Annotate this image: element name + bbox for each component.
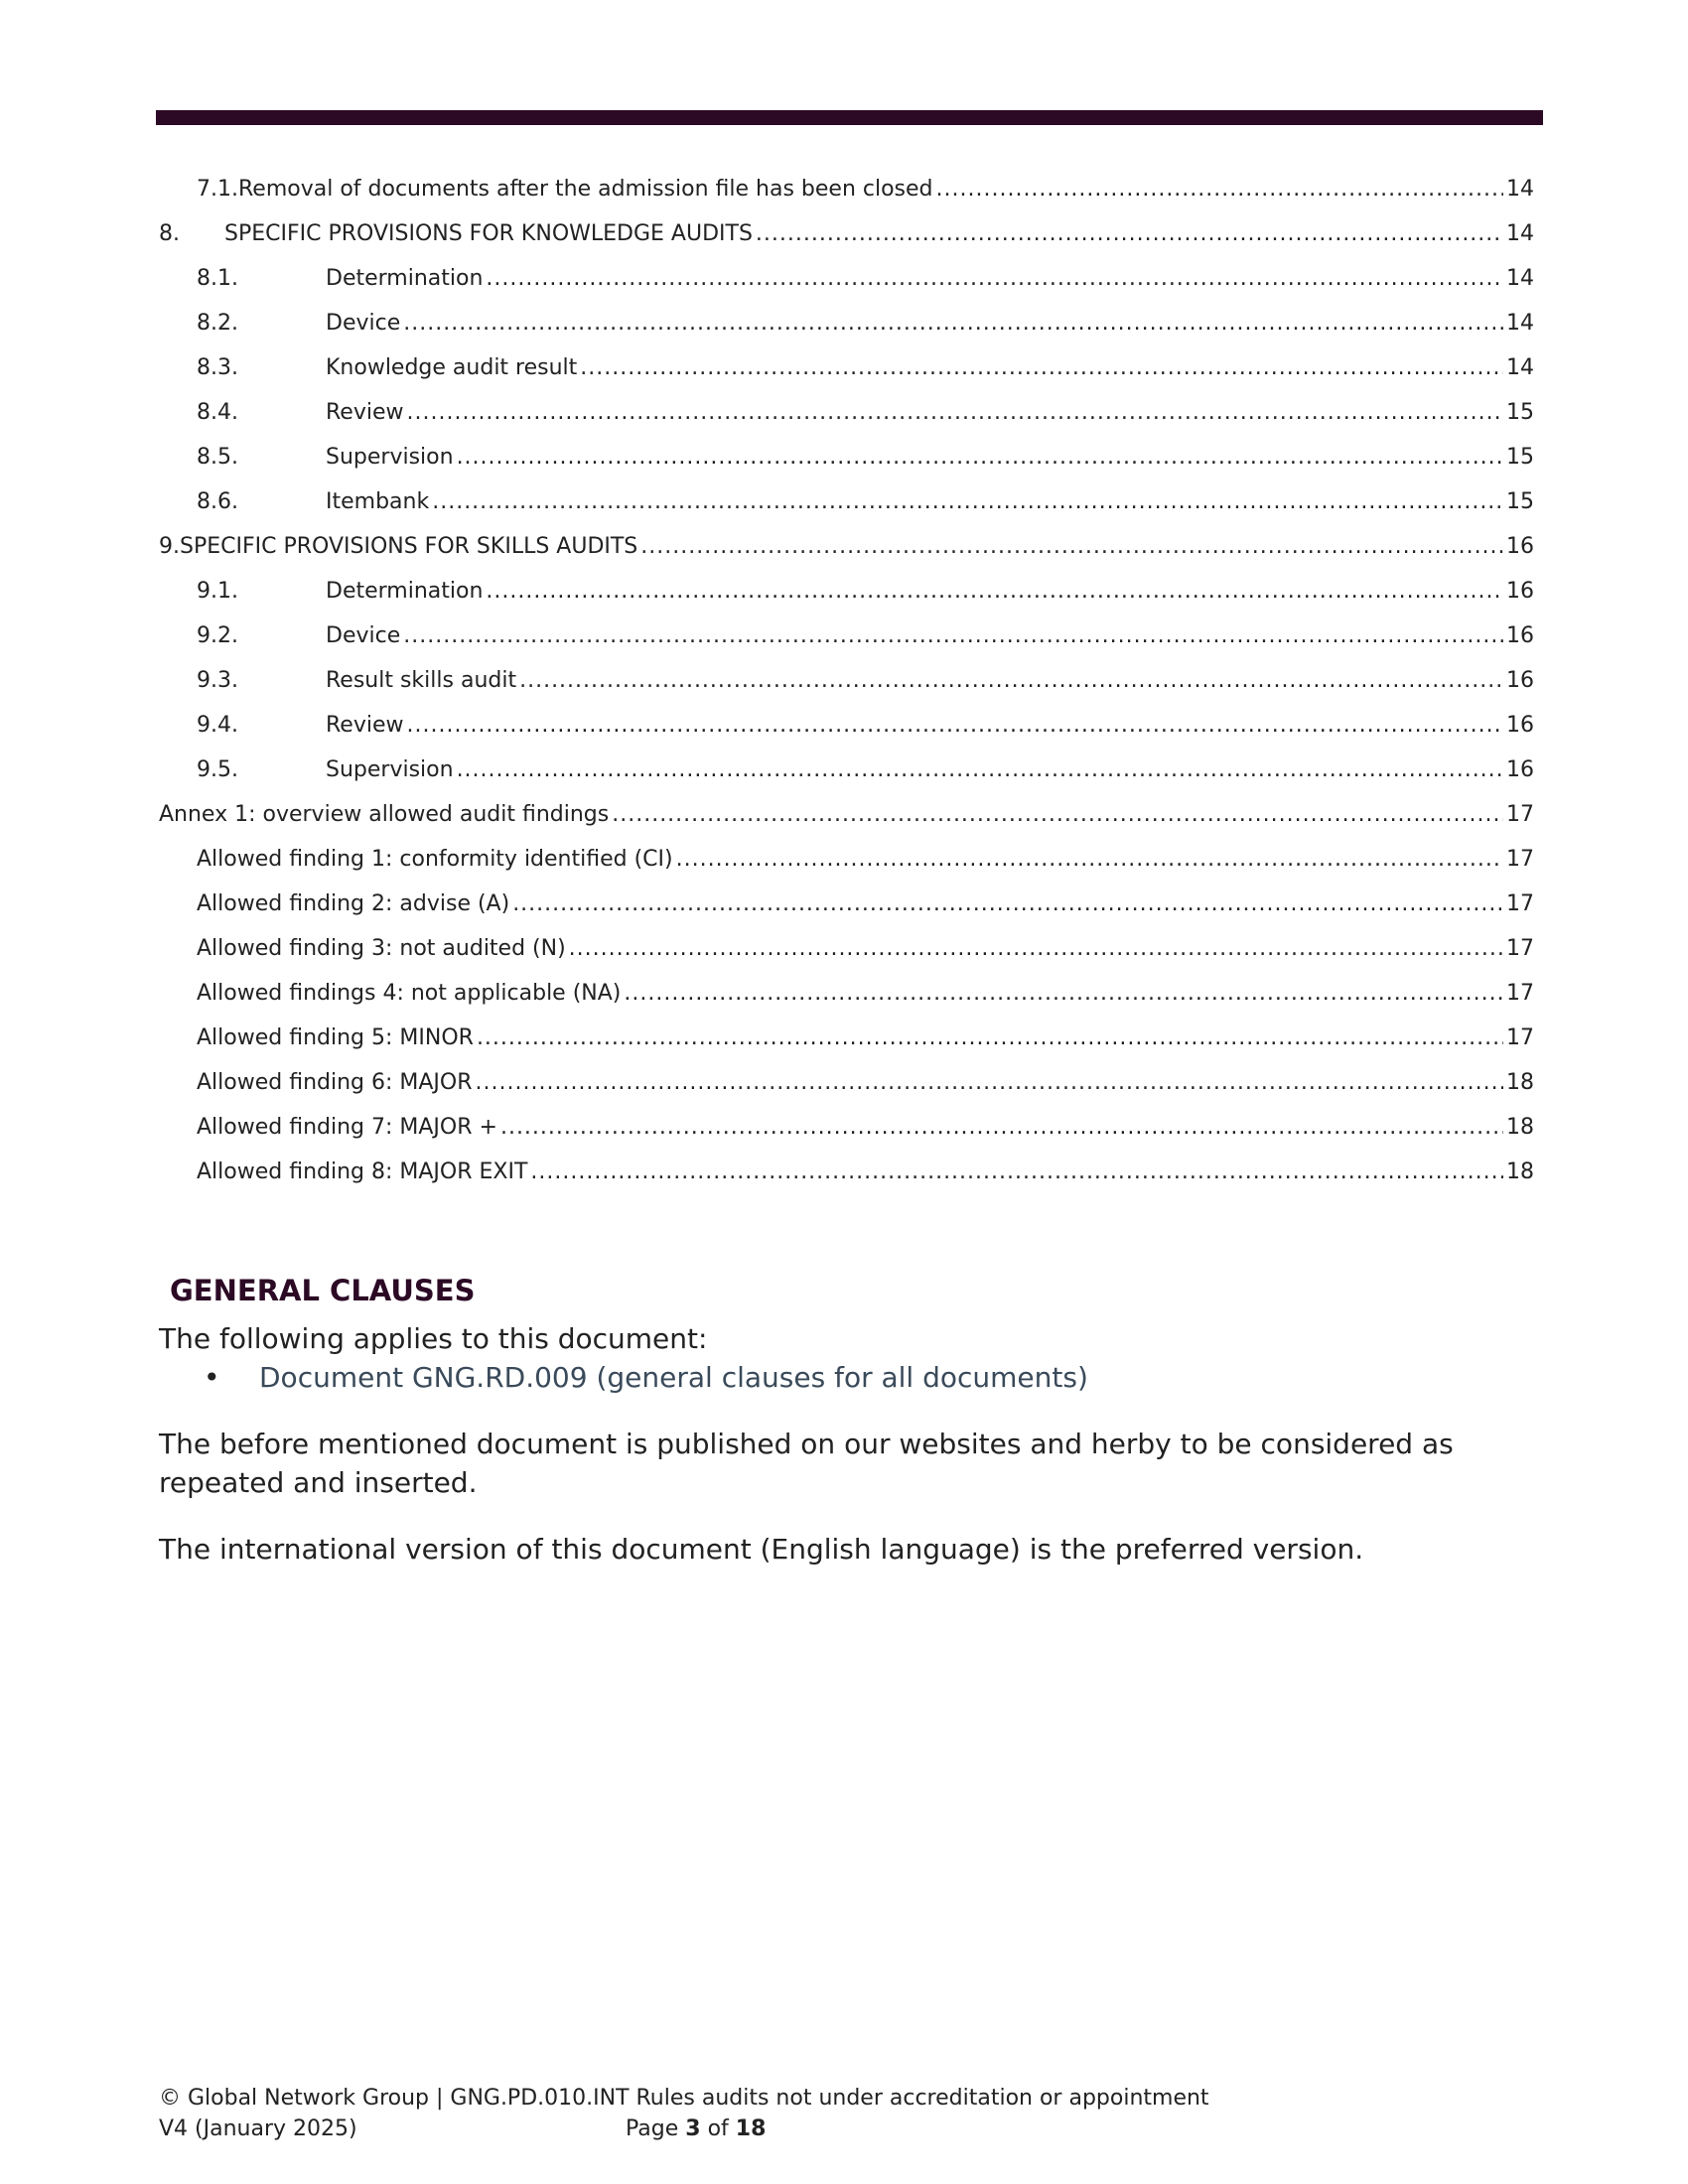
toc-title: Allowed finding 1: conformity identified (CI) [197, 847, 673, 872]
toc-title: Device [326, 623, 401, 648]
toc-entry[interactable] [159, 266, 1534, 311]
page-current: 3 [685, 2116, 701, 2141]
toc-page-number: 17 [1506, 1025, 1534, 1050]
toc-entry[interactable] [159, 981, 1534, 1025]
toc-title: SPECIFIC PROVISIONS FOR SKILLS AUDITS [180, 534, 638, 559]
toc-page-number: 16 [1506, 713, 1534, 738]
toc-leader [403, 623, 1503, 648]
footer-meta [159, 2114, 1539, 2144]
toc-page-number: 14 [1506, 221, 1534, 246]
toc-entry[interactable] [159, 489, 1534, 534]
page-of: of [707, 2116, 729, 2141]
toc-number: 9.2. [197, 623, 238, 648]
toc-number: 8. [159, 221, 180, 246]
toc-leader [936, 177, 1503, 202]
toc-number: 8.5. [197, 445, 238, 470]
toc-entry[interactable] [159, 891, 1534, 936]
paragraph-preferred-version: The international version of this document (English language) is the preferred version. [159, 1533, 1364, 1566]
toc-leader [580, 355, 1503, 380]
toc-entry[interactable] [159, 1115, 1534, 1160]
toc-leader [477, 1025, 1503, 1050]
toc-number: 9.5. [197, 757, 238, 782]
toc-entry[interactable] [159, 400, 1534, 445]
footer-version: V4 (January 2025) [159, 2116, 357, 2141]
toc-leader [640, 534, 1503, 559]
toc-page-number: 18 [1506, 1070, 1534, 1095]
toc-leader [624, 981, 1503, 1006]
toc-title: Removal of documents after the admission file has been closed [237, 177, 933, 202]
intro-text: The following applies to this document: [159, 1322, 708, 1355]
toc-title: Review [326, 713, 404, 738]
toc-number: 9.1. [197, 579, 238, 604]
page-total: 18 [735, 2116, 767, 2141]
paragraph-published: The before mentioned document is published on our websites and herby to be considered as repeated and inserted. [159, 1428, 1454, 1499]
toc-number: 9.4. [197, 713, 238, 738]
toc-entry[interactable] [159, 355, 1534, 400]
toc-leader [476, 1070, 1503, 1095]
toc-page-number: 17 [1506, 847, 1534, 872]
toc-leader [530, 1160, 1503, 1184]
toc-page-number: 14 [1506, 311, 1534, 336]
toc-entry[interactable] [159, 221, 1534, 266]
toc-entry[interactable] [159, 847, 1534, 891]
toc-entry[interactable] [159, 534, 1534, 579]
toc-leader [519, 668, 1503, 693]
toc-title: Knowledge audit result [326, 355, 578, 380]
toc-title: Allowed finding 3: not audited (N) [197, 936, 566, 961]
toc-number: 8.1. [197, 266, 238, 291]
toc-title: Result skills audit [326, 668, 517, 693]
toc-page-number: 17 [1506, 981, 1534, 1006]
toc-leader [612, 802, 1503, 827]
toc-leader [512, 891, 1503, 916]
toc-page-number: 17 [1506, 936, 1534, 961]
footer-copyright: © Global Network Group | GNG.PD.010.INT Rules audits not under accreditation or appointment [159, 2086, 1209, 2111]
bullet-text: Document GNG.RD.009 (general clauses for all documents) [259, 1361, 1088, 1394]
toc-entry[interactable] [159, 802, 1534, 847]
page-number [626, 2114, 766, 2144]
toc-page-number: 14 [1506, 266, 1534, 291]
toc-leader [407, 713, 1504, 738]
toc-page-number: 16 [1506, 579, 1534, 604]
toc-leader [500, 1115, 1503, 1140]
toc-title: Itembank [326, 489, 430, 514]
toc-number: 8.3. [197, 355, 238, 380]
toc-leader [676, 847, 1503, 872]
toc-leader [407, 400, 1504, 425]
toc-title: Determination [326, 266, 484, 291]
toc-entry[interactable] [159, 757, 1534, 802]
toc-entry[interactable] [159, 668, 1534, 713]
toc-title: SPECIFIC PROVISIONS FOR KNOWLEDGE AUDITS [224, 221, 753, 246]
table-of-contents [159, 177, 1534, 1204]
toc-page-number: 15 [1506, 445, 1534, 470]
toc-leader [457, 445, 1503, 470]
toc-entry[interactable] [159, 579, 1534, 623]
toc-entry[interactable] [159, 311, 1534, 355]
page-label: Page [626, 2116, 679, 2141]
toc-page-number: 17 [1506, 802, 1534, 827]
toc-entry[interactable] [159, 1070, 1534, 1115]
toc-number: 8.2. [197, 311, 238, 336]
toc-entry[interactable] [159, 445, 1534, 489]
toc-page-number: 14 [1506, 177, 1534, 202]
bullet-list [204, 1358, 1088, 1397]
toc-leader [486, 579, 1503, 604]
toc-title: Supervision [326, 757, 454, 782]
toc-page-number: 14 [1506, 355, 1534, 380]
toc-entry[interactable] [159, 1025, 1534, 1070]
toc-page-number: 18 [1506, 1160, 1534, 1184]
toc-number: 8.4. [197, 400, 238, 425]
toc-title: Determination [326, 579, 484, 604]
bullet-icon: • [204, 1361, 220, 1394]
toc-page-number: 15 [1506, 489, 1534, 514]
toc-leader [486, 266, 1503, 291]
toc-title: Allowed finding 2: advise (A) [197, 891, 510, 916]
toc-leader [432, 489, 1503, 514]
toc-page-number: 18 [1506, 1115, 1534, 1140]
toc-entry[interactable] [159, 177, 1534, 221]
toc-page-number: 15 [1506, 400, 1534, 425]
toc-leader [756, 221, 1503, 246]
toc-entry[interactable] [159, 713, 1534, 757]
header-rule [156, 110, 1543, 125]
toc-number: 7.1. [197, 177, 238, 202]
toc-title: Allowed finding 8: MAJOR EXIT [197, 1160, 528, 1184]
toc-title: Device [326, 311, 401, 336]
toc-title: Review [326, 400, 404, 425]
toc-title: Supervision [326, 445, 454, 470]
toc-page-number: 16 [1506, 623, 1534, 648]
toc-page-number: 16 [1506, 534, 1534, 559]
toc-entry[interactable] [159, 936, 1534, 981]
toc-number: 9. [159, 534, 180, 559]
section-heading: GENERAL CLAUSES [170, 1274, 476, 1307]
toc-entry[interactable] [159, 623, 1534, 668]
toc-leader [457, 757, 1503, 782]
toc-title: Allowed findings 4: not applicable (NA) [197, 981, 622, 1006]
toc-entry[interactable] [159, 1160, 1534, 1204]
toc-page-number: 16 [1506, 668, 1534, 693]
page-footer [159, 2083, 1539, 2144]
toc-leader [403, 311, 1503, 336]
toc-title: Annex 1: overview allowed audit findings [159, 802, 610, 827]
toc-title: Allowed finding 6: MAJOR [197, 1070, 473, 1095]
toc-title: Allowed finding 7: MAJOR + [197, 1115, 497, 1140]
list-item [204, 1358, 1088, 1397]
toc-number: 8.6. [197, 489, 238, 514]
toc-page-number: 16 [1506, 757, 1534, 782]
toc-page-number: 17 [1506, 891, 1534, 916]
toc-leader [569, 936, 1503, 961]
toc-number: 9.3. [197, 668, 238, 693]
toc-title: Allowed finding 5: MINOR [197, 1025, 474, 1050]
